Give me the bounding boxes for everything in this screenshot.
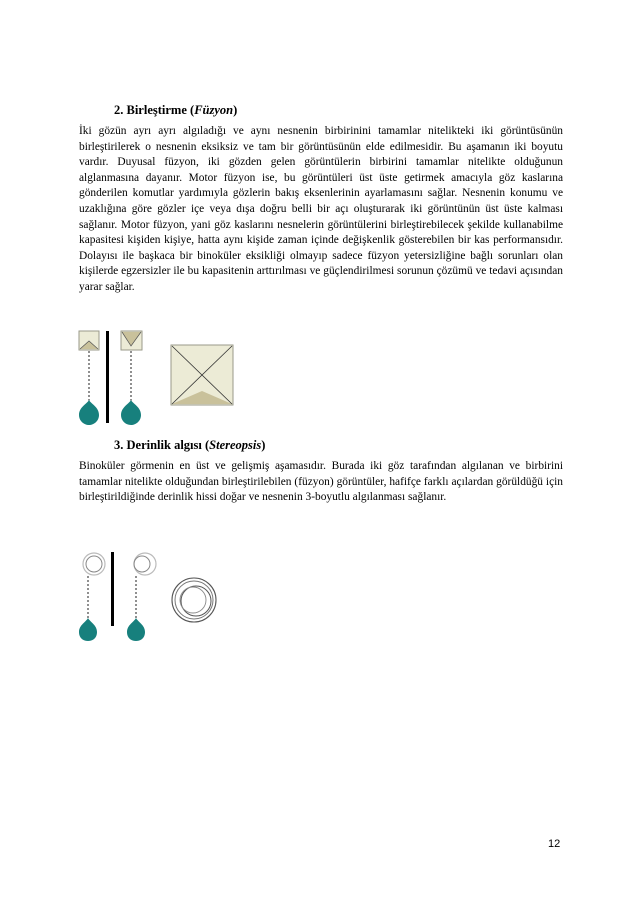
heading-term: Stereopsis <box>209 438 262 452</box>
fused-image-square <box>171 345 233 405</box>
heading-term: Füzyon <box>194 103 234 117</box>
left-eye-image-square <box>79 331 99 350</box>
heading-suffix: ) <box>261 438 266 452</box>
section-3-paragraph: Binoküler görmenin en üst ve gelişmiş aşamasıdır. Burada iki göz tarafından algılanan ve birbirini tamamlar nitelikte olduğundan birleştirilebilen (füzyon) görüntüler, hafifçe farklı açılardan görüldüğü için birleştirildiğinde derinlik hissi doğar ve nesnenin 3-boyutlu algılanması sağlanır. <box>79 460 563 504</box>
page-number: 12 <box>548 838 561 850</box>
heading-suffix: ) <box>233 103 238 117</box>
section-3-heading <box>114 438 265 453</box>
heading-prefix: 3. Derinlik algısı ( <box>114 438 210 452</box>
right-eye-drop-icon <box>121 400 141 425</box>
right-eye-image-square <box>121 331 142 350</box>
section-2-paragraph: İki gözün ayrı ayrı algıladığı ve aynı nesnenin birbirinini tamamlar nitelikteki iki görüntüsünün birleştirilerek o nesnenin eksiksiz ve tam bir görüntüsünün elde edilmesidir. Bu aşamanın iki boyutu vardır. Duyusal füzyon, iki gözden gelen görüntülerin birbirini tamamlar nitelikte olduğunun alglanmasına dayanır. Motor füzyon ise, bu görüntüleri üst üste getirmek amacıyla göz kaslarına gönderilen komutlar yardımıyla gözlerin bakış eksenlerinin ayarlamasını sağlar. Nesnenin konumu ve uzaklığına göre gözler içe veya dışa doğru belli bir açı oluşturarak iki görüntünün üst üste kalması sağlanır. Motor füzyon, yani göz kaslarını nesnelerin görüntülerini birleştirebilecek şekilde kullanabilme kapasitesi kişiden kişiye, hatta aynı kişide zaman içinde değişkenlik gösterebilen bir kas performansıdır. Dolayısı ile başkaca bir binoküler eksikliği olmayıp sadece füzyon yetersizliğine bağlı sorunları olan kişilerde egzersizler ile bu kapasitenin arttırılması ve güçlendirilmesi sorunun çözümü ve tedavi açısından yarar sağlar. <box>79 125 563 293</box>
septum-divider <box>106 331 109 423</box>
heading-prefix: 2. Birleştirme ( <box>114 103 195 117</box>
left-eye-drop-icon <box>79 400 99 425</box>
